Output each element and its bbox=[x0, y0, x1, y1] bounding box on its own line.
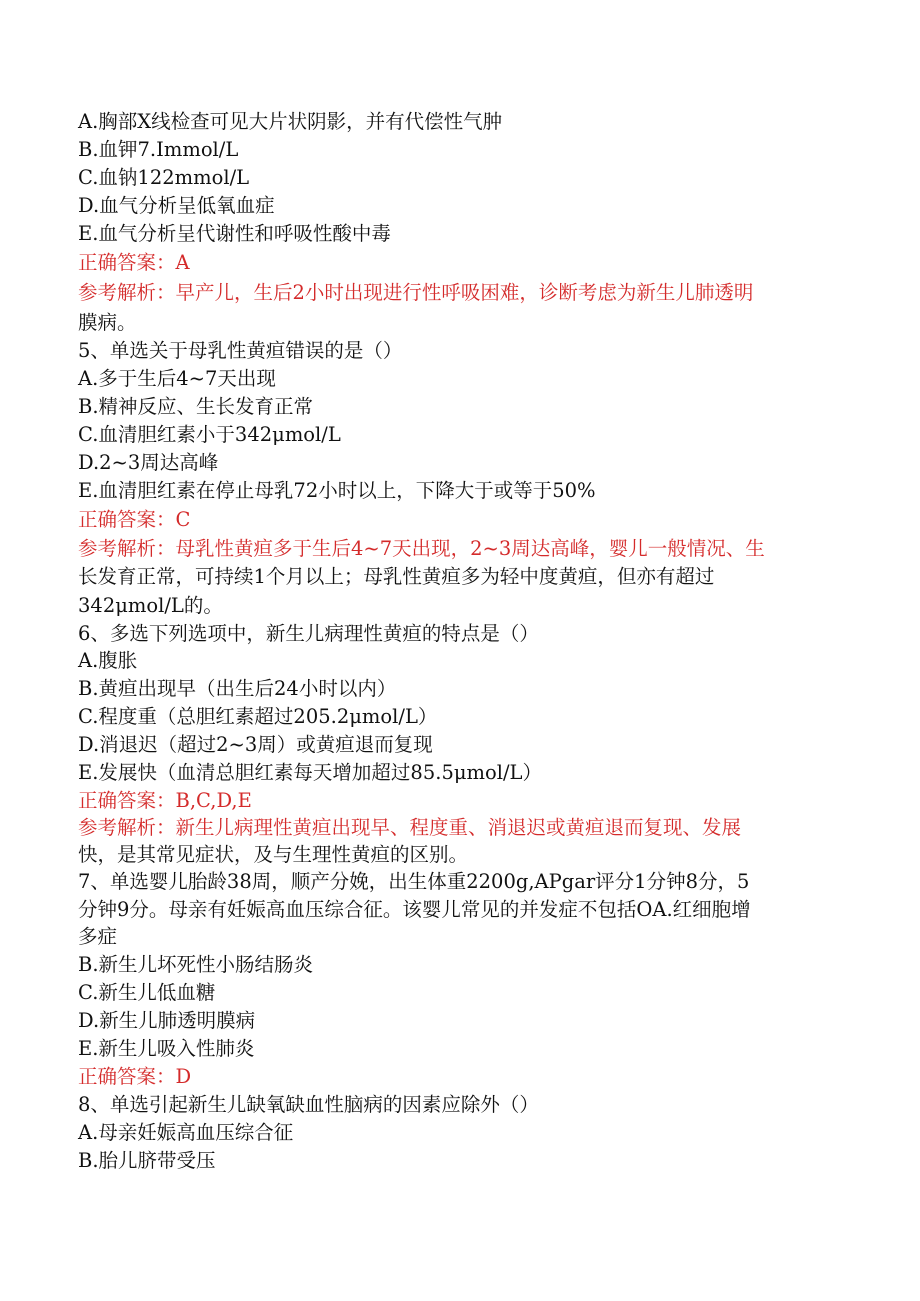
explanation-line: 参考解析：新生儿病理性黄疸出现早、程度重、消退迟或黄疸退而复现、发展 bbox=[78, 816, 742, 839]
correct-answer: 正确答案：C bbox=[78, 508, 191, 531]
option-line: D.血气分析呈低氧血症 bbox=[78, 194, 275, 217]
correct-answer: 正确答案：A bbox=[78, 251, 190, 274]
option-line: C.程度重（总胆红素超过205.2μmol/L） bbox=[78, 705, 438, 728]
option-line: E.发展快（血清总胆红素每天增加超过85.5μmol/L） bbox=[78, 761, 543, 784]
option-line: B.血钾7.Immol/L bbox=[78, 138, 239, 161]
explanation-line: 参考解析：早产儿，生后2小时出现进行性呼吸困难，诊断考虑为新生儿肺透明 bbox=[78, 281, 754, 304]
explanation-line: 长发育正常，可持续1个月以上；母乳性黄疸多为轻中度黄疸，但亦有超过 bbox=[78, 565, 715, 588]
option-line: A.母亲妊娠高血压综合征 bbox=[78, 1121, 294, 1144]
option-line: D.2~3周达高峰 bbox=[78, 451, 219, 474]
explanation-line: 342μmol/L的。 bbox=[78, 594, 223, 617]
explanation-line: 快，是其常见症状，及与生理性黄疸的区别。 bbox=[78, 843, 469, 866]
option-line: B.黄疸出现早（出生后24小时以内） bbox=[78, 677, 397, 700]
option-line: C.血钠122mmol/L bbox=[78, 166, 250, 189]
question-line: 6、多选下列选项中，新生儿病理性黄疸的特点是（） bbox=[78, 622, 539, 645]
explanation-line: 膜病。 bbox=[78, 311, 137, 334]
option-line: B.胎儿脐带受压 bbox=[78, 1149, 216, 1172]
option-line: E.血气分析呈代谢性和呼吸性酸中毒 bbox=[78, 222, 391, 245]
option-line: D.消退迟（超过2~3周）或黄疸退而复现 bbox=[78, 733, 433, 756]
option-line: A.腹胀 bbox=[78, 649, 138, 672]
option-line: D.新生儿肺透明膜病 bbox=[78, 1009, 256, 1032]
option-line: E.血清胆红素在停止母乳72小时以上，下降大于或等于50% bbox=[78, 479, 596, 502]
option-line: A.胸部X线检查可见大片状阴影，并有代偿性气肿 bbox=[78, 110, 503, 133]
option-line: C.血清胆红素小于342μmol/L bbox=[78, 423, 341, 446]
option-line: B.精神反应、生长发育正常 bbox=[78, 395, 314, 418]
option-line: C.新生儿低血糖 bbox=[78, 981, 216, 1004]
question-line: 多症 bbox=[78, 925, 118, 948]
question-line: 分钟9分。母亲有妊娠高血压综合征。该婴儿常见的并发症不包括OA.红细胞增 bbox=[78, 898, 751, 921]
correct-answer: 正确答案：B,C,D,E bbox=[78, 789, 252, 812]
option-line: A.多于生后4~7天出现 bbox=[78, 367, 276, 390]
question-line: 5、单选关于母乳性黄疸错误的是（） bbox=[78, 339, 403, 362]
explanation-line: 参考解析：母乳性黄疸多于生后4~7天出现，2~3周达高峰，婴儿一般情况、生 bbox=[78, 537, 765, 560]
question-line: 7、单选婴儿胎龄38周，顺产分娩，出生体重2200g,APgar评分1分钟8分，5 bbox=[78, 870, 750, 893]
option-line: E.新生儿吸入性肺炎 bbox=[78, 1037, 255, 1060]
correct-answer: 正确答案：D bbox=[78, 1065, 192, 1088]
option-line: B.新生儿坏死性小肠结肠炎 bbox=[78, 953, 314, 976]
question-line: 8、单选引起新生儿缺氧缺血性脑病的因素应除外（） bbox=[78, 1093, 539, 1116]
